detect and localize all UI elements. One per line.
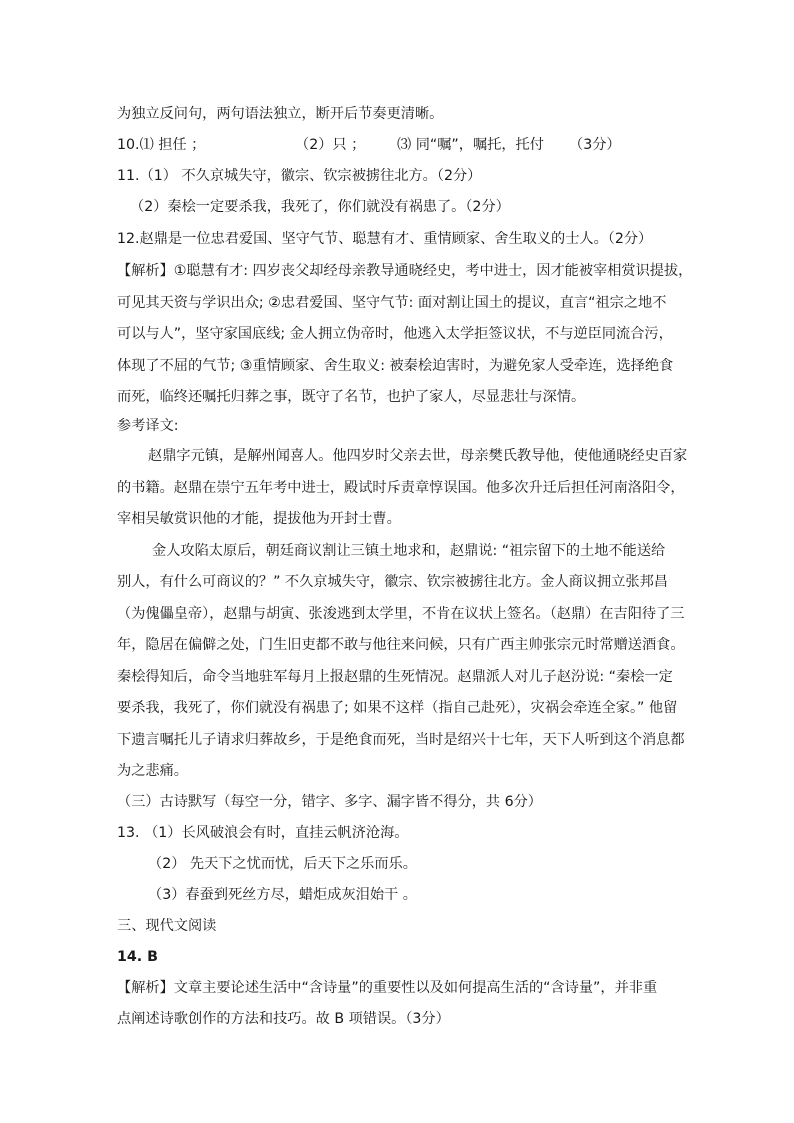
answer-10-score: （3分） <box>569 137 621 153</box>
section-heading: 三、现代文阅读 <box>117 918 217 934</box>
answer-line: 为独立反问句，两句语法独立，断开后节奏更清晰。 <box>117 106 444 122</box>
translation-line: 别人，有什么可商议的？” 不久京城失守，徽宗、钦宗被掳往北方。金人商议拥立张邦昌 <box>117 574 668 590</box>
translation-line: 金人攻陷太原后，朝廷商议割让三镇土地求和，赵鼎说: “祖宗留下的土地不能送给 <box>152 543 666 559</box>
analysis-line: 体现了不屈的气节; ③重情顾家、舍生取义: 被秦桧迫害时，为避免家人受牵连，选择绝食 <box>117 358 674 374</box>
translation-line: 下遗言嘱托儿子请求归葬故乡，于是绝食而死，当时是绍兴十七年，天下人听到这个消息都 <box>117 732 685 748</box>
analysis-line: 点阐述诗歌创作的方法和技巧。故 B 项错误。（3分） <box>117 1011 450 1027</box>
section-heading: （三）古诗默写（每空一分，错字、多字、漏字皆不得分，共 6分） <box>117 794 542 810</box>
analysis-line: 而死，临终还嘱托归葬之事，既守了名节，也护了家人，尽显悲壮与深情。 <box>117 389 586 405</box>
translation-line: 宰相吴敏赏识他的才能，提拔他为开封士曹。 <box>117 511 401 527</box>
answer-12-line: 12.赵鼎是一位忠君爱国、坚守气节、聪慧有才、重情顾家、舍生取义的士人。（2分） <box>117 231 653 247</box>
translation-line: 赵鼎字元镇，是解州闻喜人。他四岁时父亲去世，母亲樊氏教导他，使他通晓经史百家 <box>148 448 688 464</box>
analysis-line: 【解析】文章主要论述生活中“含诗量”的重要性以及如何提高生活的“含诗量”，并非重 <box>117 980 658 996</box>
reference-translation-heading: 参考译文: <box>117 418 179 434</box>
answer-13-line: （2） 先天下之忧而忧，后天下之乐而乐。 <box>148 856 417 872</box>
translation-line: 要杀我，我死了，你们就没有祸患了; 如果不这样（指自己赴死），灾祸会牵连全家。” 他留 <box>117 700 678 716</box>
answer-14-line: 14. B <box>117 949 158 965</box>
answer-13-line: 13. （1）长风破浪会有时，直挂云帆济沧海。 <box>117 825 409 841</box>
answer-10-part-1: 10.⑴ 担任 ； <box>117 137 206 153</box>
translation-line: 的书籍。赵鼎在崇宁五年考中进士，殿试时斥责章惇误国。他多次升迁后担任河南洛阳令， <box>117 480 685 496</box>
answer-10-line <box>117 135 637 155</box>
answer-13-line: （3）春蚕到死丝方尽，蜡炬成灰泪始干 。 <box>148 887 417 903</box>
translation-line: （为傀儡皇帝），赵鼎与胡寅、张浚逃到太学里，不肯在议状上签名。（赵鼎）在吉阳待了三 <box>117 606 685 622</box>
answer-11-line-1: 11.（1） 不久京城失守，徽宗、钦宗被掳往北方。（2分） <box>117 168 482 184</box>
analysis-line: 可以与人”，坚守家国底线; 金人拥立伪帝时，他逃入太学拒签议状，不与逆臣同流合污， <box>117 326 673 342</box>
answer-10-part-3: ⑶ 同“嘱”，嘱托，托付 <box>397 137 544 153</box>
translation-line: 秦桧得知后，命令当地驻军每月上报赵鼎的生死情况。赵鼎派人对儿子赵汾说: “秦桧一定 <box>117 669 673 685</box>
answer-10-part-2: （2）只 ； <box>295 137 366 153</box>
translation-line: 年，隐居在偏僻之处，门生旧吏都不敢与他往来问候，只有广西主帅张宗元时常赠送酒食。 <box>117 637 685 653</box>
translation-line: 为之悲痛。 <box>117 763 188 779</box>
analysis-line: 【解析】①聪慧有才: 四岁丧父却经母亲教导通晓经史，考中进士，因才能被宰相赏识提拔， <box>117 263 693 279</box>
analysis-line: 可见其天资与学识出众; ②忠君爱国、坚守气节: 面对割让国土的提议，直言“祖宗之地不 <box>117 295 667 311</box>
answer-11-line-2: （2）秦桧一定要杀我，我死了，你们就没有祸患了。（2分） <box>130 199 510 215</box>
